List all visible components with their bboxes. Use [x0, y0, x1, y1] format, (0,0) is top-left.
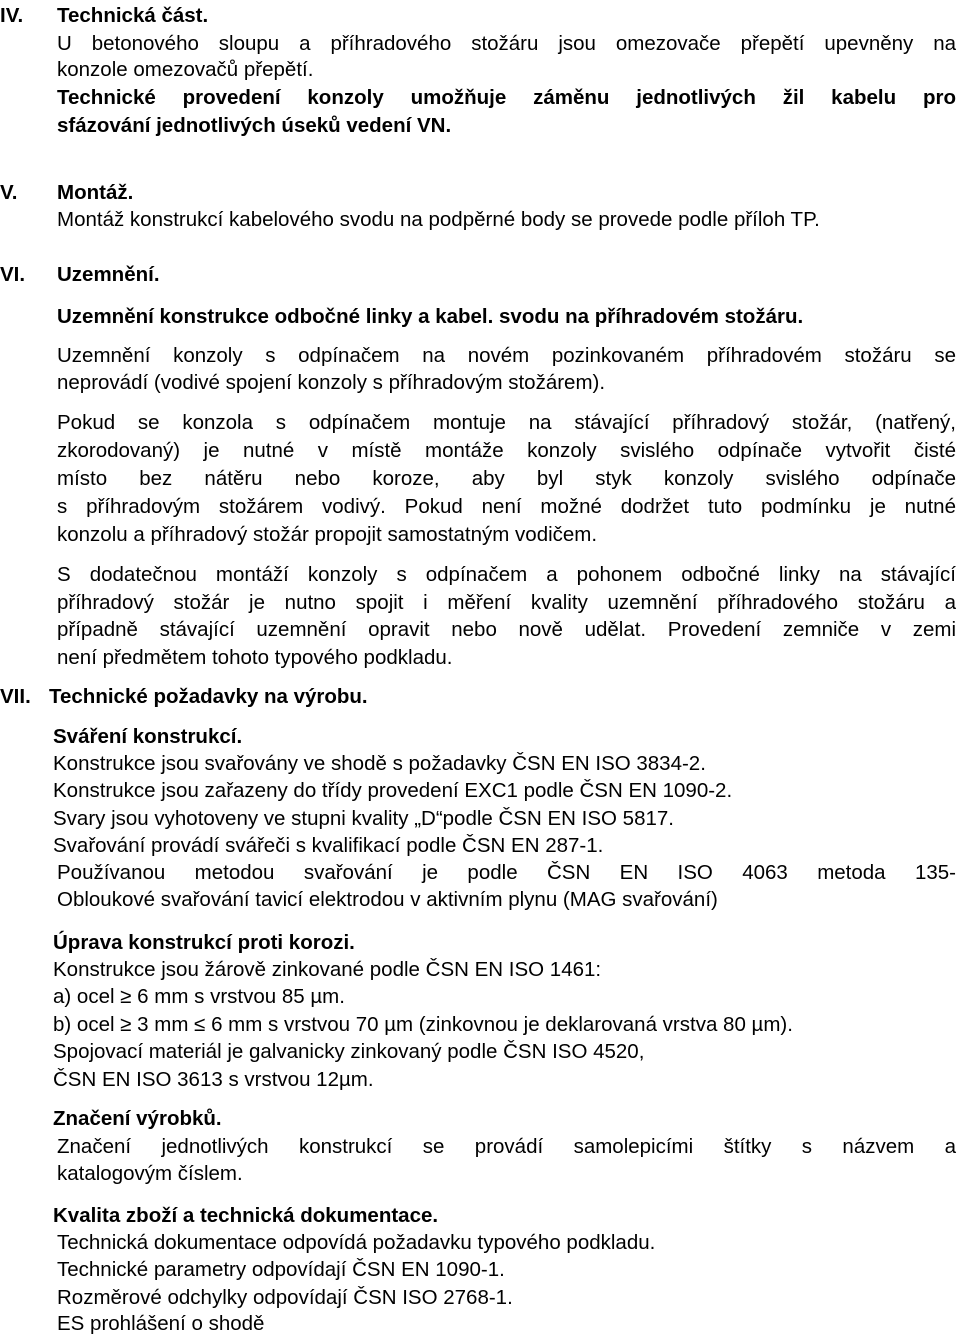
- quality-line: Technické parametry odpovídají ČSN EN 1090-1.: [57, 1258, 505, 1281]
- subsection-title: Značení výrobků.: [53, 1107, 222, 1130]
- section-6-subtitle: Uzemnění konstrukce odbočné linky a kabel. svodu na příhradovém stožáru.: [57, 305, 804, 328]
- section-7-number: VII.: [0, 685, 31, 708]
- paragraph-line: neprovádí (vodivé spojení konzoly s příhradovým stožárem).: [57, 371, 606, 394]
- welding-line: Svařování provádí svářeči s kvalifikací podle ČSN EN 287-1.: [53, 834, 604, 857]
- paragraph-line: Pokud se konzola s odpínačem montuje na stávající příhradový stožár, (natřený,: [57, 411, 956, 434]
- section-6-title: Uzemnění.: [57, 263, 160, 286]
- welding-line: Svary jsou vyhotoveny ve stupni kvality „D“podle ČSN EN ISO 5817.: [53, 807, 674, 830]
- subsection-title: Kvalita zboží a technická dokumentace.: [53, 1204, 439, 1227]
- paragraph-line: není předmětem tohoto typového podkladu.: [57, 646, 453, 669]
- section-7-title: Technické požadavky na výrobu.: [49, 685, 368, 708]
- welding-line: Obloukové svařování tavicí elektrodou v aktivním plynu (MAG svařování): [57, 888, 718, 911]
- corrosion-line: b) ocel ≥ 3 mm ≤ 6 mm s vrstvou 70 µm (zinkovnou je deklarovaná vrstva 80 µm).: [53, 1013, 793, 1036]
- section-5-title: Montáž.: [57, 181, 134, 204]
- section-4-bold-line: sfázování jednotlivých úseků vedení VN.: [57, 114, 452, 137]
- marking-line: katalogovým číslem.: [57, 1162, 243, 1185]
- corrosion-line: a) ocel ≥ 6 mm s vrstvou 85 µm.: [53, 985, 345, 1008]
- corrosion-line: ČSN EN ISO 3613 s vrstvou 12µm.: [53, 1068, 374, 1091]
- paragraph-line: místo bez nátěru nebo koroze, aby byl styk konzoly svislého odpínače: [57, 467, 956, 490]
- section-6-number: VI.: [0, 263, 26, 286]
- welding-line: Používanou metodou svařování je podle ČSN EN ISO 4063 metoda 135-: [57, 861, 956, 884]
- corrosion-line: Spojovací materiál je galvanicky zinkovaný podle ČSN ISO 4520,: [53, 1040, 645, 1063]
- section-4-text-line: konzole omezovačů přepětí.: [57, 58, 314, 81]
- welding-line: Konstrukce jsou svařovány ve shodě s požadavky ČSN EN ISO 3834-2.: [53, 752, 706, 775]
- quality-line: Rozměrové odchylky odpovídají ČSN ISO 2768-1.: [57, 1286, 513, 1309]
- corrosion-line: Konstrukce jsou žárově zinkované podle ČSN EN ISO 1461:: [53, 958, 602, 981]
- paragraph-line: konzolu a příhradový stožár propojit samostatným vodičem.: [57, 523, 598, 546]
- marking-line: Značení jednotlivých konstrukcí se provádí samolepicími štítky s názvem a: [57, 1135, 956, 1158]
- quality-line: ES prohlášení o shodě: [57, 1312, 265, 1335]
- section-5-text: Montáž konstrukcí kabelového svodu na podpěrné body se provede podle příloh TP.: [57, 208, 820, 231]
- section-4-text-line: U betonového sloupu a příhradového stožáru jsou omezovače přepětí upevněny na: [57, 32, 956, 55]
- paragraph-line: S dodatečnou montáží konzoly s odpínačem a pohonem odbočné linky na stávající: [57, 563, 956, 586]
- welding-line: Konstrukce jsou zařazeny do třídy provedení EXC1 podle ČSN EN 1090-2.: [53, 779, 733, 802]
- paragraph-line: případně stávající uzemnění opravit nebo nově udělat. Provedení zemniče v zemi: [57, 618, 956, 641]
- subsection-title: Sváření konstrukcí.: [53, 725, 243, 748]
- paragraph-line: Uzemnění konzoly s odpínačem na novém pozinkovaném příhradovém stožáru se: [57, 344, 956, 367]
- paragraph-line: zkorodovaný) je nutné v místě montáže konzoly svislého odpínače vytvořit čisté: [57, 439, 956, 462]
- section-4-number: IV.: [0, 4, 24, 27]
- section-4-bold-line: Technické provedení konzoly umožňuje záměnu jednotlivých žil kabelu pro: [57, 86, 956, 109]
- quality-line: Technická dokumentace odpovídá požadavku typového podkladu.: [57, 1231, 656, 1254]
- section-4-title: Technická část.: [57, 4, 209, 27]
- section-5-number: V.: [0, 181, 18, 204]
- paragraph-line: s příhradovým stožárem vodivý. Pokud není možné dodržet tuto podmínku je nutné: [57, 495, 956, 518]
- subsection-title: Úprava konstrukcí proti korozi.: [53, 931, 355, 954]
- paragraph-line: příhradový stožár je nutno spojit i měření kvality uzemnění příhradového stožáru a: [57, 591, 956, 614]
